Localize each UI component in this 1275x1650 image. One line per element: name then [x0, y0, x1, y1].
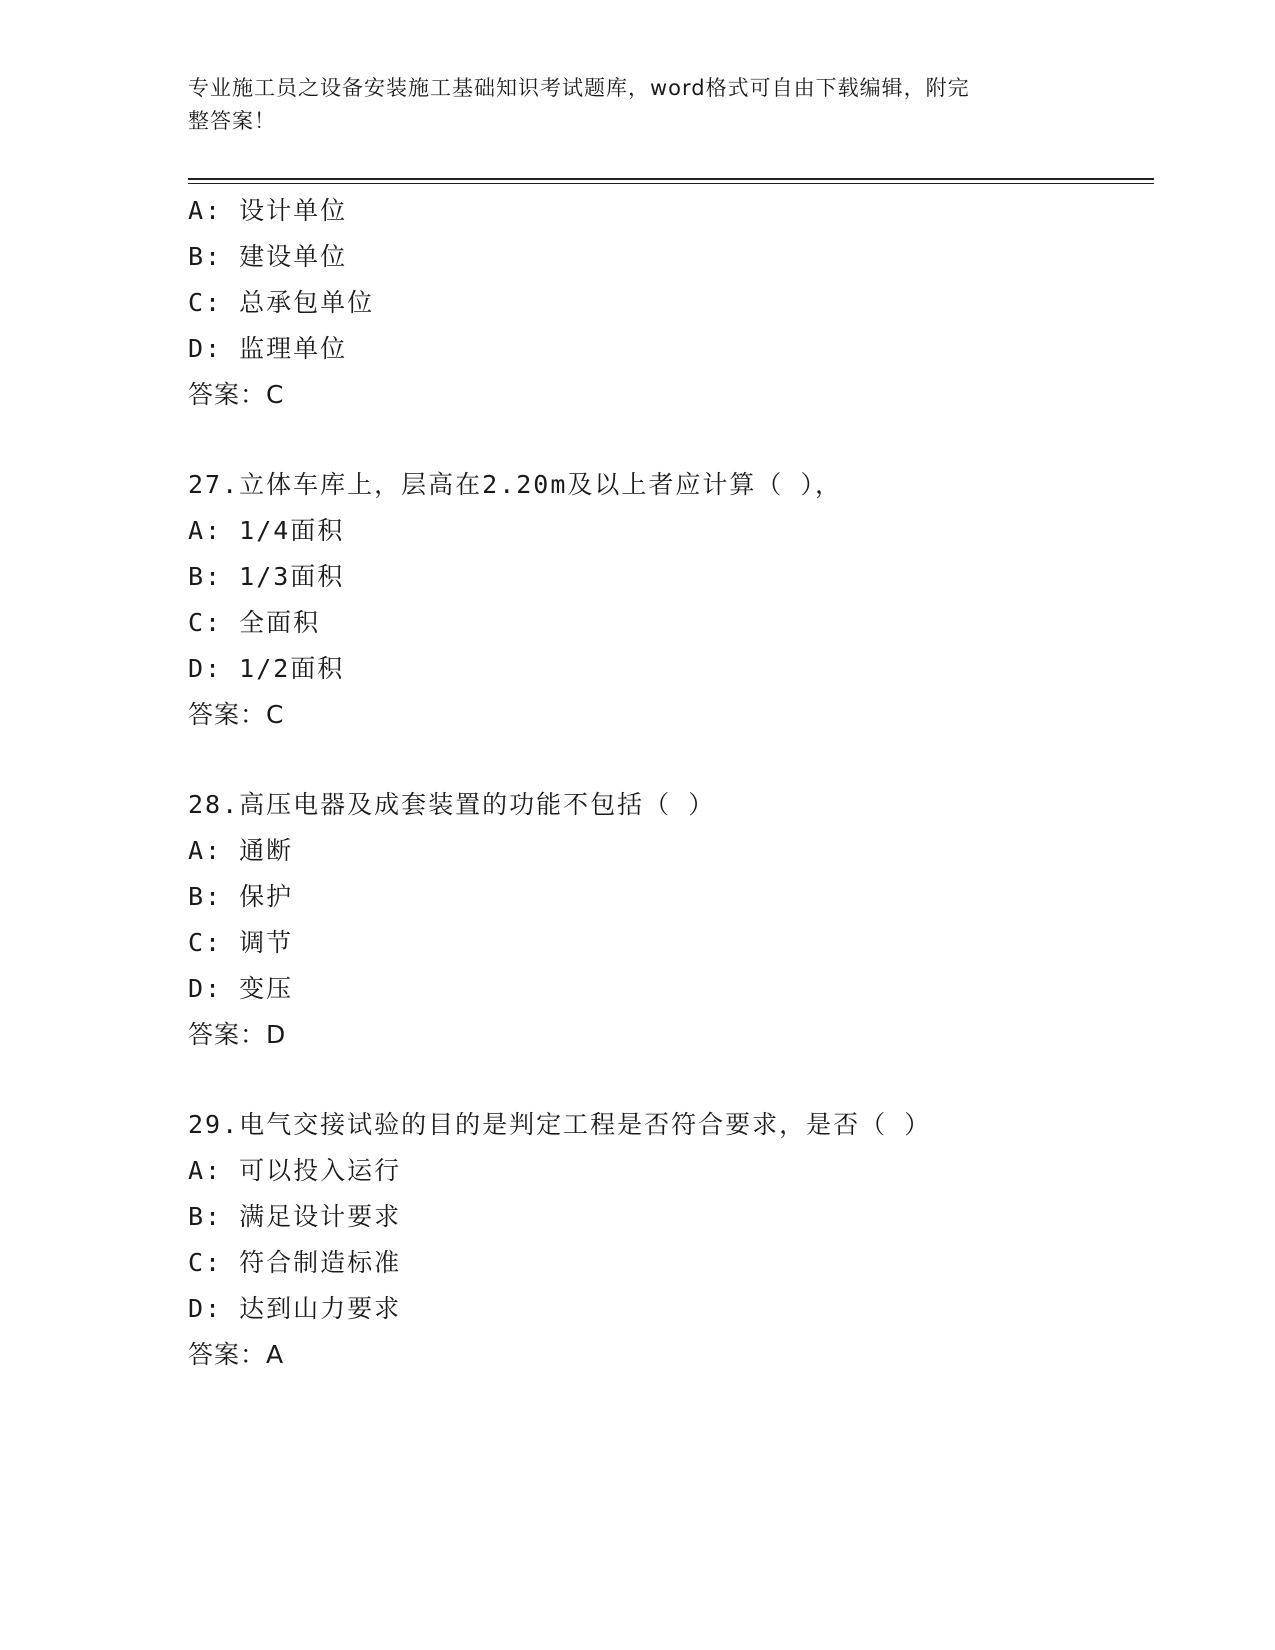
question-list [188, 188, 1148, 1378]
spacer [188, 1058, 1148, 1102]
option-a: A: 设计单位 [188, 196, 348, 225]
question-28 [188, 782, 1148, 1058]
document-header [188, 72, 1068, 138]
option-c: C: 总承包单位 [188, 288, 375, 317]
question-29 [188, 1102, 1148, 1378]
option-b: B: 1/3面积 [188, 562, 345, 591]
answer: 答案：A [188, 1340, 285, 1369]
question-stem: 28.高压电器及成套装置的功能不包括（ ） [188, 790, 716, 819]
option-b: B: 满足设计要求 [188, 1202, 402, 1231]
spacer [188, 738, 1148, 782]
answer: 答案：C [188, 380, 285, 409]
option-a: A: 可以投入运行 [188, 1156, 402, 1185]
option-a: A: 1/4面积 [188, 516, 345, 545]
option-c: C: 调节 [188, 928, 294, 957]
option-a: A: 通断 [188, 836, 294, 865]
header-rule-thin [188, 183, 1154, 184]
option-c: C: 全面积 [188, 608, 321, 637]
option-d: D: 变压 [188, 974, 294, 1003]
header-title-line-1: 专业施工员之设备安装施工基础知识考试题库，word格式可自由下载编辑，附完 [188, 76, 970, 100]
option-c: C: 符合制造标准 [188, 1248, 402, 1277]
question-26 [188, 188, 1148, 418]
question-stem: 27.立体车库上，层高在2.20m及以上者应计算（ ）， [188, 470, 842, 499]
answer: 答案：C [188, 700, 285, 729]
header-title-line-2: 整答案！ [188, 109, 276, 133]
question-27 [188, 462, 1148, 738]
header-rule-thick [188, 178, 1154, 180]
option-d: D: 达到山力要求 [188, 1294, 402, 1323]
answer: 答案：D [188, 1020, 287, 1049]
spacer [188, 418, 1148, 462]
option-b: B: 保护 [188, 882, 294, 911]
option-d: D: 监理单位 [188, 334, 348, 363]
option-d: D: 1/2面积 [188, 654, 345, 683]
option-b: B: 建设单位 [188, 242, 348, 271]
question-stem: 29.电气交接试验的目的是判定工程是否符合要求，是否（ ） [188, 1110, 932, 1139]
